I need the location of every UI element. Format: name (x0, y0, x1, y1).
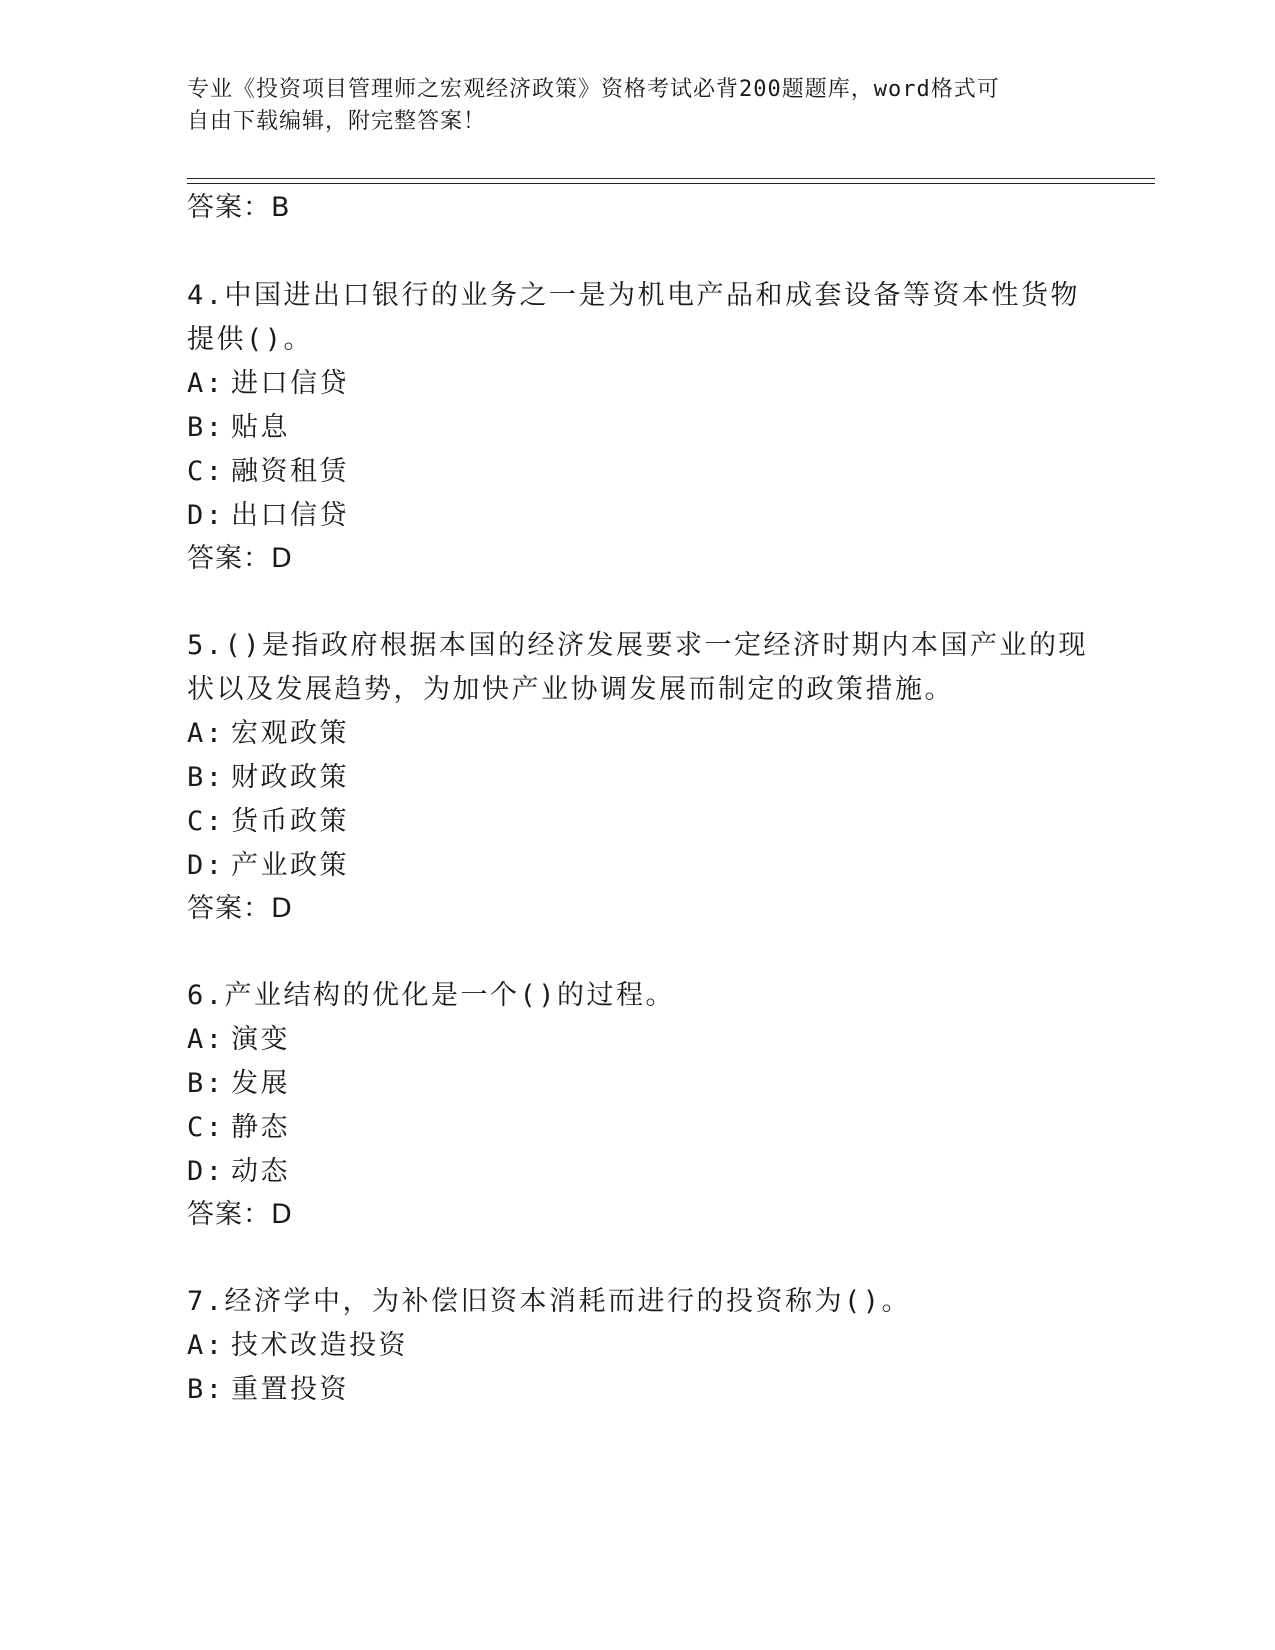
option-text: 重置投资 (231, 1374, 349, 1405)
option-key: C: (187, 806, 225, 837)
question-5-option-c (187, 804, 349, 840)
option-text: 发展 (231, 1068, 290, 1099)
header-line-2: 自由下载编辑，附完整答案！ (187, 109, 487, 134)
question-4-option-d (187, 498, 349, 534)
question-4-stem-line-1: 4.中国进出口银行的业务之一是为机电产品和成套设备等资本性货物 (187, 280, 1081, 311)
header-line-1: 专业《投资项目管理师之宏观经济政策》资格考试必背200题题库，word格式可 (187, 77, 1000, 102)
question-5-option-d (187, 848, 349, 884)
option-text: 宏观政策 (231, 718, 349, 749)
question-6-option-b (187, 1066, 290, 1102)
option-text: 演变 (231, 1024, 290, 1055)
option-key: C: (187, 1112, 225, 1143)
question-5-option-b (187, 760, 349, 796)
question-5-option-a (187, 716, 349, 752)
question-4-stem-line-2: 提供()。 (187, 324, 314, 355)
option-key: A: (187, 368, 225, 399)
previous-answer: 答案：B (187, 192, 291, 223)
question-5-stem-line-2: 状以及发展趋势，为加快产业协调发展而制定的政策措施。 (187, 674, 954, 705)
question-6-option-a (187, 1022, 290, 1058)
option-text: 静态 (231, 1112, 290, 1143)
option-key: A: (187, 718, 225, 749)
option-key: D: (187, 500, 225, 531)
option-text: 货币政策 (231, 806, 349, 837)
option-key: A: (187, 1024, 225, 1055)
question-6-option-d (187, 1154, 290, 1190)
option-key: D: (187, 1156, 225, 1187)
question-4-answer: 答案：D (187, 543, 293, 574)
option-text: 出口信贷 (231, 500, 349, 531)
option-key: B: (187, 1068, 225, 1099)
question-7-option-a (187, 1328, 408, 1364)
question-6-answer: 答案：D (187, 1199, 293, 1230)
option-text: 产业政策 (231, 850, 349, 881)
option-text: 贴息 (231, 412, 290, 443)
question-4-option-c (187, 454, 349, 490)
option-key: B: (187, 762, 225, 793)
question-7-stem-line-1: 7.经济学中，为补偿旧资本消耗而进行的投资称为()。 (187, 1286, 912, 1317)
question-6-stem-line-1: 6.产业结构的优化是一个()的过程。 (187, 980, 676, 1011)
question-7-option-b (187, 1372, 349, 1408)
header-divider-top (187, 178, 1155, 179)
option-key: D: (187, 850, 225, 881)
question-5-answer: 答案：D (187, 893, 293, 924)
option-text: 融资租赁 (231, 456, 349, 487)
option-text: 动态 (231, 1156, 290, 1187)
option-key: B: (187, 1374, 225, 1405)
question-4-option-b (187, 410, 290, 446)
option-key: C: (187, 456, 225, 487)
option-text: 财政政策 (231, 762, 349, 793)
option-key: A: (187, 1330, 225, 1361)
option-key: B: (187, 412, 225, 443)
option-text: 进口信贷 (231, 368, 349, 399)
question-4-option-a (187, 366, 349, 402)
question-6-option-c (187, 1110, 290, 1146)
document-header (187, 74, 1067, 138)
question-5-stem-line-1: 5.()是指政府根据本国的经济发展要求一定经济时期内本国产业的现 (187, 630, 1089, 661)
header-divider-bottom (187, 183, 1155, 184)
option-text: 技术改造投资 (231, 1330, 408, 1361)
